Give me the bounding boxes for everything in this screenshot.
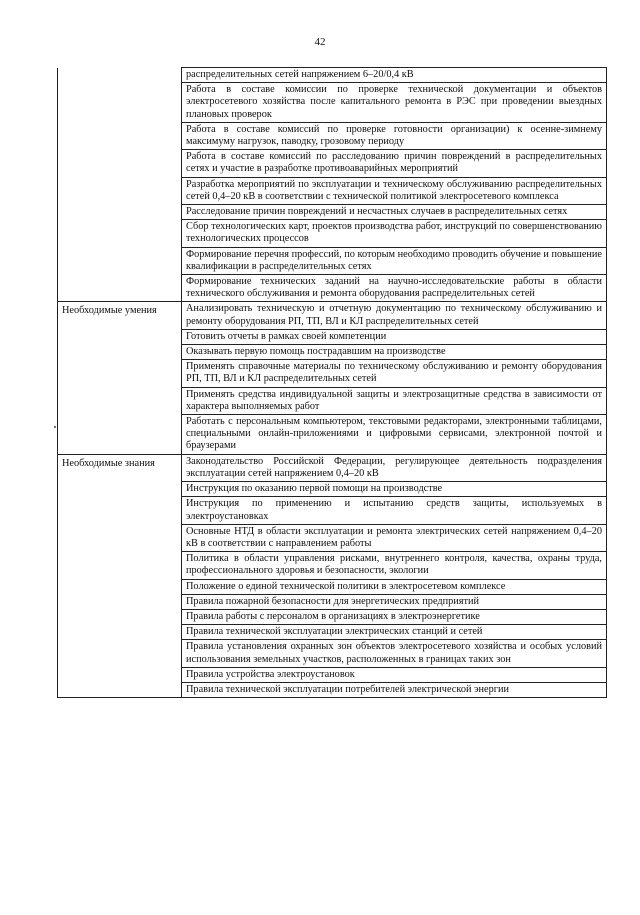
table-row	[58, 552, 607, 579]
page-number: 42	[314, 36, 326, 48]
requirement-cell: Инструкция по применению и испытанию средств защиты, используемых в электроустановках	[182, 497, 607, 524]
table-row	[58, 345, 607, 360]
table-row	[58, 83, 607, 123]
category-cell	[58, 360, 182, 387]
requirement-cell: Работа в составе комиссий по расследованию причин повреждений в распределительных сетях и участие в разработке противоаварийных мероприятий	[182, 150, 607, 177]
table-row	[58, 594, 607, 609]
category-cell	[58, 205, 182, 220]
category-cell	[58, 247, 182, 274]
category-cell	[58, 177, 182, 204]
table-row	[58, 247, 607, 274]
category-cell	[58, 682, 182, 697]
requirement-cell: Правила работы с персоналом в организациях в электроэнергетике	[182, 609, 607, 624]
requirement-cell: распределительных сетей напряжением 6–20/0,4 кВ	[182, 68, 607, 83]
table-row	[58, 625, 607, 640]
category-cell	[58, 625, 182, 640]
table-row	[58, 640, 607, 667]
table-row	[58, 150, 607, 177]
category-cell	[58, 275, 182, 302]
requirement-cell: Применять справочные материалы по техническому обслуживанию и ремонту оборудования РП, ТП, ВЛ и КЛ распределительных сетей	[182, 360, 607, 387]
requirement-cell: Оказывать первую помощь пострадавшим на производстве	[182, 345, 607, 360]
table-row	[58, 482, 607, 497]
category-cell	[58, 329, 182, 344]
requirement-cell: Применять средства индивидуальной защиты и электрозащитные средства в зависимости от характера выполняемых работ	[182, 387, 607, 414]
category-cell	[58, 640, 182, 667]
table-row	[58, 329, 607, 344]
requirement-cell: Инструкция по оказанию первой помощи на производстве	[182, 482, 607, 497]
requirement-cell: Правила технической эксплуатации электрических станций и сетей	[182, 625, 607, 640]
table-row	[58, 360, 607, 387]
requirement-cell: Законодательство Российской Федерации, регулирующее деятельность подразделения эксплуатации сетей напряжением 0,4–20 кВ	[182, 454, 607, 481]
table-row	[58, 454, 607, 481]
category-cell	[58, 415, 182, 455]
requirement-cell: Сбор технологических карт, проектов производства работ, инструкций по совершенствованию технологических процессов	[182, 220, 607, 247]
requirement-cell: Правила установления охранных зон объектов электросетевого хозяйства и особых условий использования земельных участков, расположенных в границах таких зон	[182, 640, 607, 667]
table-row	[58, 275, 607, 302]
table-row	[58, 579, 607, 594]
category-cell	[58, 345, 182, 360]
table-row	[58, 609, 607, 624]
requirement-cell: Работа в составе комиссий по проверке готовности организации) к осенне-зимнему максимуму нагрузок, паводку, грозовому периоду	[182, 122, 607, 149]
requirement-cell: Работать с персональным компьютером, текстовыми редакторами, электронными таблицами, специальными онлайн-приложениями и цифровыми сервисами, электронной почтой и браузерами	[182, 415, 607, 455]
requirement-cell: Правила пожарной безопасности для энергетических предприятий	[182, 594, 607, 609]
category-cell	[58, 482, 182, 497]
category-cell: Необходимые умения	[58, 302, 182, 329]
category-cell	[58, 594, 182, 609]
table-row	[58, 68, 607, 83]
table-row	[58, 497, 607, 524]
competency-table-body	[58, 68, 607, 698]
table-row	[58, 177, 607, 204]
table-row	[58, 667, 607, 682]
category-cell	[58, 150, 182, 177]
category-cell	[58, 83, 182, 123]
category-cell	[58, 667, 182, 682]
category-cell	[58, 609, 182, 624]
category-cell	[58, 220, 182, 247]
requirement-cell: Разработка мероприятий по эксплуатации и техническому обслуживанию распределительных сетей 0,4–20 кВ в соответствии с технической политикой электросетевого комплекса	[182, 177, 607, 204]
table-row	[58, 205, 607, 220]
table-row	[58, 387, 607, 414]
requirement-cell: Работа в составе комиссии по проверке технической документации и объектов электросетевого хозяйства после капитального ремонта в РЭС при проведении выездных плановых проверок	[182, 83, 607, 123]
requirement-cell: Положение о единой технической политики в электросетевом комплексе	[182, 579, 607, 594]
requirement-cell: Готовить отчеты в рамках своей компетенции	[182, 329, 607, 344]
requirement-cell: Политика в области управления рисками, внутреннего контроля, качества, охраны труда, профессионального здоровья и безопасности, экологии	[182, 552, 607, 579]
category-cell	[58, 552, 182, 579]
category-cell: Необходимые знания	[58, 454, 182, 481]
category-cell	[58, 497, 182, 524]
requirement-cell: Основные НТД в области эксплуатации и ремонта электрических сетей напряжением 0,4–20 кВ в соответствии с направлением работы	[182, 524, 607, 551]
table-row	[58, 220, 607, 247]
requirement-cell: Формирование перечня профессий, по которым необходимо проводить обучение и повышение квалификации в распределительных сетях	[182, 247, 607, 274]
category-cell	[58, 524, 182, 551]
category-cell	[58, 122, 182, 149]
table-row	[58, 682, 607, 697]
requirement-cell: Правила технической эксплуатации потребителей электрической энергии	[182, 682, 607, 697]
category-cell	[58, 68, 182, 83]
table-row	[58, 524, 607, 551]
category-cell	[58, 387, 182, 414]
requirement-cell: Расследование причин повреждений и несчастных случаев в распределительных сетях	[182, 205, 607, 220]
competency-table	[57, 67, 607, 698]
requirement-cell: Правила устройства электроустановок	[182, 667, 607, 682]
requirement-cell: Анализировать техническую и отчетную документацию по техническому обслуживанию и ремонту оборудования РП, ТП, ВЛ и КЛ распределительных сетей	[182, 302, 607, 329]
table-row	[58, 415, 607, 455]
category-cell	[58, 579, 182, 594]
requirement-cell: Формирование технических заданий на научно-исследовательские работы в области технического обслуживания и ремонта оборудования распределительных сетей	[182, 275, 607, 302]
scan-artifact	[54, 426, 56, 428]
table-row	[58, 302, 607, 329]
table-row	[58, 122, 607, 149]
